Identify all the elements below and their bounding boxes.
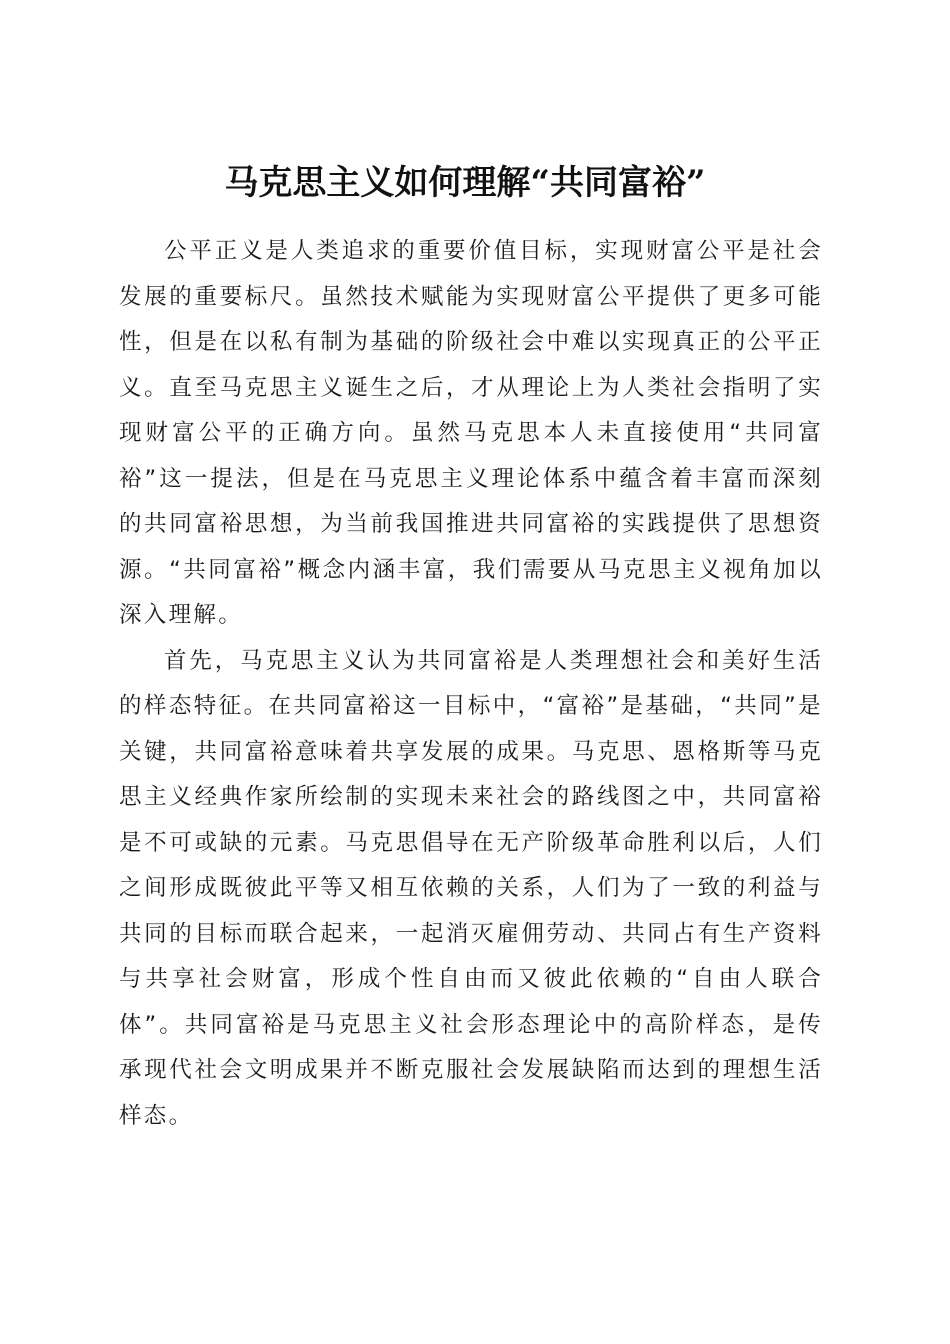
paragraph-intro: 公平正义是人类追求的重要价值目标，实现财富公平是社会发展的重要标尺。虽然技术赋能为实现财富公平提供了更多可能性，但是在以私有制为基础的阶级社会中难以实现真正的公平正义。直至马克思主义诞生之后，才从理论上为人类社会指明了实现财富公平的正确方向。虽然马克思本人未直接使用“共同富裕”这一提法，但是在马克思主义理论体系中蕴含着丰富而深刻的共同富裕思想，为当前我国推进共同富裕的实践提供了思想资源。“共同富裕”概念内涵丰富，我们需要从马克思主义视角加以深入理解。 xyxy=(119,238,823,628)
document-body xyxy=(119,229,823,1139)
paragraph-first-point: 首先，马克思主义认为共同富裕是人类理想社会和美好生活的样态特征。在共同富裕这一目标中，“富裕”是基础，“共同”是关键，共同富裕意味着共享发展的成果。马克思、恩格斯等马克思主义经典作家所绘制的实现未来社会的路线图之中，共同富裕是不可或缺的元素。马克思倡导在无产阶级革命胜利以后，人们之间形成既彼此平等又相互依赖的关系，人们为了一致的利益与共同的目标而联合起来，一起消灭雇佣劳动、共同占有生产资料与共享社会财富，形成个性自由而又彼此依赖的“自由人联合体”。共同富裕是马克思主义社会形态理论中的高阶样态，是传承现代社会文明成果并不断克服社会发展缺陷而达到的理想生活样态。 xyxy=(119,647,823,1129)
document-title: 马克思主义如何理解“共同富裕” xyxy=(224,162,706,203)
